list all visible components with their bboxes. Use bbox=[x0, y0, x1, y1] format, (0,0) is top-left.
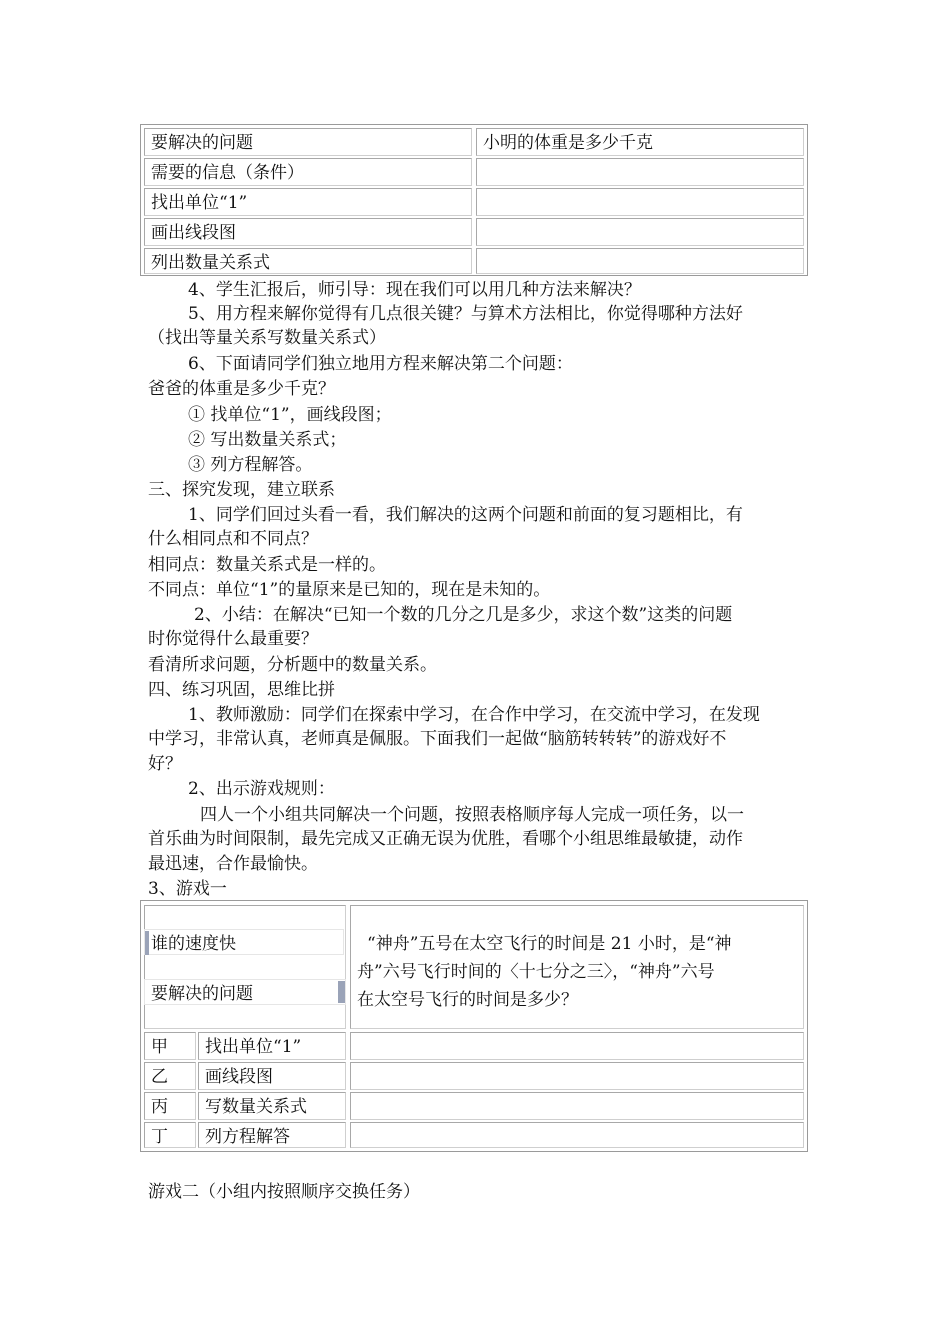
table2-row4-answer bbox=[350, 1122, 804, 1148]
step-2: ② 写出数量关系式； bbox=[188, 430, 347, 450]
table2-row2-task: 画线段图 bbox=[198, 1062, 346, 1090]
table2-speed-label: 谁的速度快 bbox=[144, 929, 344, 955]
section-4-heading: 四、练习巩固，思维比拼 bbox=[148, 680, 335, 700]
table1-value-4 bbox=[476, 218, 804, 246]
row-marker-left bbox=[145, 931, 149, 955]
table2-row4-who: 丁 bbox=[144, 1122, 196, 1148]
same-points: 相同点：数量关系式是一样的。 bbox=[148, 555, 386, 575]
problem-line-1: “神舟”五号在太空飞行的时间是 21 小时，是“神 bbox=[367, 934, 732, 954]
table1-label-1: 要解决的问题 bbox=[144, 128, 472, 156]
section-3-heading: 三、探究发现，建立联系 bbox=[148, 480, 335, 500]
problem-line-2: 舟”六号飞行时间的〈十七分之三〉，“神舟”六号 bbox=[357, 962, 715, 982]
table1-value-3 bbox=[476, 188, 804, 216]
game-rules-line2: 首乐曲为时间限制，最先完成又正确无误为优胜，看哪个小组思维最敏捷，动作 bbox=[148, 829, 743, 849]
table2-row1-who: 甲 bbox=[144, 1032, 196, 1060]
table2-row1-answer bbox=[350, 1032, 804, 1060]
table2-row3-who: 丙 bbox=[144, 1092, 196, 1120]
table2-row3-answer bbox=[350, 1092, 804, 1120]
section-3-p1-line2: 什么相同点和不同点？ bbox=[148, 529, 318, 549]
row-marker-right bbox=[338, 981, 345, 1003]
table2-row4-task: 列方程解答 bbox=[198, 1122, 346, 1148]
section-3-p2-line1: 2、小结：在解决“已知一个数的几分之几是多少，求这个数”这类的问题 bbox=[194, 605, 733, 625]
table1-value-1: 小明的体重是多少千克 bbox=[476, 128, 804, 156]
different-points: 不同点：单位“1”的量原来是已知的，现在是未知的。 bbox=[148, 580, 551, 600]
paragraph-5-line2: （找出等量关系写数量关系式） bbox=[148, 328, 386, 348]
problem-line-3: 在太空号飞行的时间是多少？ bbox=[357, 990, 578, 1010]
table2-row2-who: 乙 bbox=[144, 1062, 196, 1090]
section-4-p1-line1: 1、教师激励：同学们在探索中学习，在合作中学习，在交流中学习，在发现 bbox=[188, 705, 760, 725]
table2-row2-answer bbox=[350, 1062, 804, 1090]
table1-label-3: 找出单位“1” bbox=[144, 188, 472, 216]
section-3-p1-line1: 1、同学们回过头看一看，我们解决的这两个问题和前面的复习题相比，有 bbox=[188, 505, 743, 525]
table1-label-5: 列出数量关系式 bbox=[144, 248, 472, 274]
game-2-heading: 游戏二（小组内按照顺序交换任务） bbox=[148, 1182, 420, 1202]
section-4-p1-line2: 中学习，非常认真，老师真是佩服。下面我们一起做“脑筋转转转”的游戏好不 bbox=[148, 729, 727, 749]
game-rules-line3: 最迅速，合作最愉快。 bbox=[148, 854, 318, 874]
table2-head-left bbox=[144, 905, 346, 1029]
table2-row3-task: 写数量关系式 bbox=[198, 1092, 346, 1120]
step-1: ① 找单位“1”，画线段图； bbox=[188, 405, 392, 425]
table2-problem-label: 要解决的问题 bbox=[144, 979, 346, 1005]
paragraph-4: 4、学生汇报后，师引导：现在我们可以用几种方法来解决？ bbox=[188, 280, 641, 300]
table2-problem-text bbox=[350, 905, 804, 1029]
paragraph-6: 6、下面请同学们独立地用方程来解决第二个问题： bbox=[188, 354, 573, 374]
table1-label-4: 画出线段图 bbox=[144, 218, 472, 246]
game-1-heading: 3、游戏一 bbox=[148, 879, 227, 899]
table1-value-2 bbox=[476, 158, 804, 186]
paragraph-5-line1: 5、用方程来解你觉得有几点很关键？与算术方法相比，你觉得哪种方法好 bbox=[188, 304, 743, 324]
section-4-p2: 2、出示游戏规则： bbox=[188, 779, 335, 799]
table1-value-5 bbox=[476, 248, 804, 274]
step-3: ③ 列方程解答。 bbox=[188, 455, 313, 475]
section-3-p2-line2: 时你觉得什么最重要？ bbox=[148, 629, 318, 649]
table2-row1-task: 找出单位“1” bbox=[198, 1032, 346, 1060]
section-3-p2-line3: 看清所求问题，分析题中的数量关系。 bbox=[148, 655, 437, 675]
table1-label-2: 需要的信息（条件） bbox=[144, 158, 472, 186]
game-rules-line1: 四人一个小组共同解决一个问题，按照表格顺序每人完成一项任务，以一 bbox=[200, 805, 744, 825]
question-dad-weight: 爸爸的体重是多少千克？ bbox=[148, 379, 335, 399]
section-4-p1-line3: 好？ bbox=[148, 754, 182, 774]
